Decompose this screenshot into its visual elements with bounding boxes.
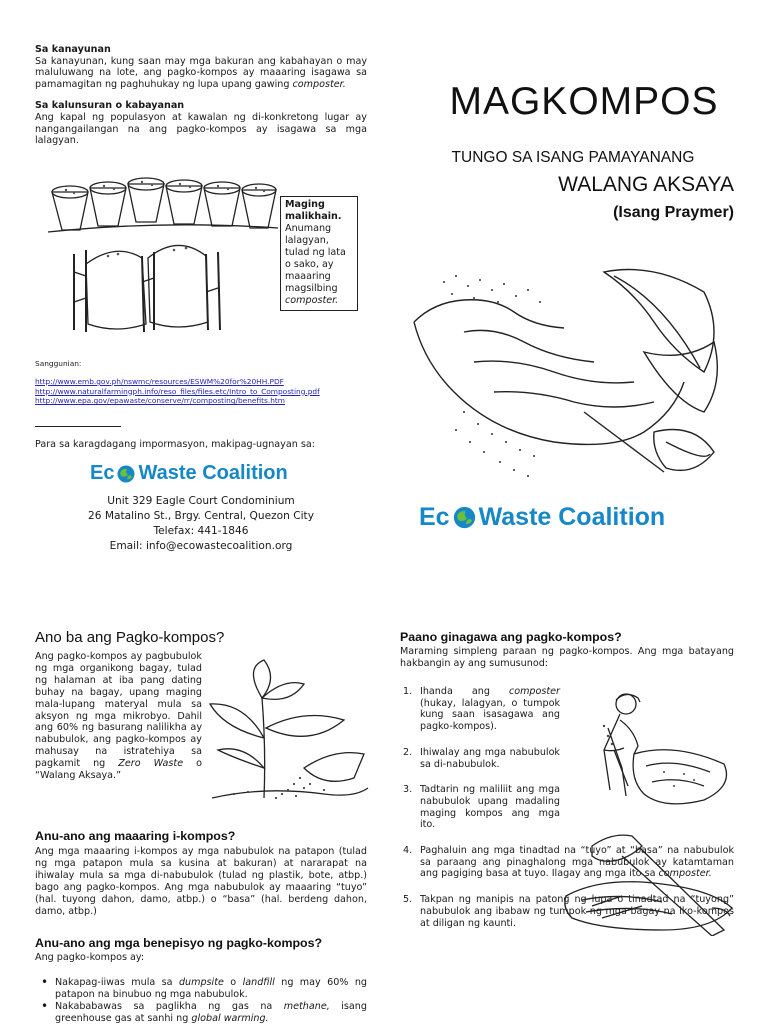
cover-title: MAGKOMPOS [449,80,719,123]
reference-link-1[interactable]: http://www.emb.gov.ph/nswmc/resources/ESWM%20for%20HH.PDF [35,377,284,386]
reference-link-2[interactable]: http://www.naturalfarmingph.info/reso_files/files.etc/Intro_to_Composting.pdf [35,386,320,396]
step-2: 2. Ihiwalay ang mga nabubulok sa di-nabubulok. [403,746,560,770]
list-item: • Nakapag-iiwas mula sa dumpsite o landfill ng may 60% ng patapon na binubuo ng mga nabubulok. [35,977,367,1001]
telefax: Telefax: 441-1846 [153,525,249,537]
logo-text-waste-coalition: Waste Coalition [138,462,288,484]
heading-benepisyo: Anu-ano ang mga benepisyo ng pagko-kompos? [35,936,323,950]
containers-illustration [46,172,278,340]
hand-compost-illustration [404,262,734,492]
list-item: • Nakababawas sa paglikha ng gas na methane, isang greenhouse gas at sanhi ng global warming. [35,1001,367,1024]
heading-paano-ginagawa: Paano ginagawa ang pagko-kompos? [400,630,622,644]
ecowaste-logo-left [90,462,288,485]
step-4: 4. Paghaluin ang mga tinadtad na “tuyo” at “basa” na nabubulok sa paraang ang pinaghalong mga nabubulok ay katamtaman ang pagiging basa at tuyo. Ilagay ang mga ito sa composter. [403,845,734,880]
step-3: 3. Tadtarin ng maliliit ang mga nabubulok upang madaling maging kompos ang mga ito. [403,784,560,831]
logo-text-ec: Ec [90,462,115,484]
benepisyo-intro: Ang pagko-kompos ay: [35,952,145,963]
reference-link-3[interactable]: http://www.epa.gov/epawaste/conserve/rr/composting/benefits.htm [35,396,285,406]
sanggunian [35,359,367,406]
text-sa-kanayunan: Sa kanayunan, kung saan may mga bakuran ang kabahayan o may maluluwang na lote, ang pagko-kompos ay maaaring isagawa sa pamamagitan ng paghuhukay ng lupa upang gawing composter. [35,55,367,90]
email: Email: info@ecowastecoalition.org [109,540,293,552]
heading-ano-ba-ang-pagko-kompos: Ano ba ang Pagko-kompos? [35,629,225,646]
paano-intro: Maraming simpleng paraan ng pagko-kompos. Ang mga batayang hakbangin ay ang sumusunod: [400,646,734,669]
address-block [35,494,367,554]
ecowaste-logo-right [419,503,665,532]
recycle-globe-icon [116,464,136,484]
logo-text-waste-coalition: Waste Coalition [478,503,666,531]
digging-illustration [574,690,736,812]
cover-subtitle-2: WALANG AKSAYA [558,173,734,196]
callout-maging-malikhain [280,196,358,311]
step-1: 1. Ihanda ang composter (hukay, lalagyan, o tumpok kung saan isasagawa ang pagko-kompos). [403,686,560,733]
sanggunian-label: Sanggunian: [35,359,82,368]
left-top-panel [35,44,367,147]
logo-text-ec: Ec [419,503,450,531]
address-line-2: 26 Matalino St., Brgy. Central, Quezon City [88,510,314,522]
text-anu-ano-ang-maaaring-i-kompos: Ang mga maaaring i-kompos ay mga nabubulok na patapon (tulad ng mga patapon mula sa kusina at bakuran) at nararapat na ihiwalay mula sa mga di-nabubulok (tulad ng plastik, bote, atbp.) bago ang pagko-kompos. Ang mga nabubulok ay maaaring “tuyo” (hal. tuyong dahon, damo, atbp.) o “basa” (hal. berdeng dahon, damo, atbp.) [35,846,367,917]
address-line-1: Unit 329 Eagle Court Condominium [107,495,295,507]
cover-subtitle-3: (Isang Praymer) [613,204,734,221]
text-sa-kalunsuran: Ang kapal ng populasyon at kawalan ng di-konkretong lugar ay nangangailangan na ang pagko-kompos ay isagawa sa mga lalagyan. [35,111,367,147]
benepisyo-list [35,977,367,1024]
callout-body: Anumang lalagyan, tulad ng lata o sako, ay maaaring magsilbing composter. [285,223,346,306]
callout-bold: Maging malikhain. [285,199,342,222]
heading-sa-kalunsuran: Sa kalunsuran o kabayanan [35,100,185,112]
step-5: 5. Takpan ng manipis na patong ng lupa o tinadtad na “tuyong” nabubulok ang ibabaw ng tumpok ng mga bagay na iko-kompos at diligan ng kaunti. [403,894,734,929]
cover-subtitle-1: TUNGO SA ISANG PAMAYANANG [451,149,695,166]
seedling-illustration [204,658,370,806]
contact-intro: Para sa karagdagang impormasyon, makipag-ugnayan sa: [35,439,315,450]
chopping-illustration [562,826,736,936]
text-ano-ba-ang-pagko-kompos: Ang pagko-kompos ay pagbubulok ng mga organikong bagay, tulad ng halaman at iba pang dating buhay na bagay, upang maging mala-lupang materyal mula sa aksyon ng mga mikrobyo. Dahil ang 60% ng basurang nalilikha ay nabubulok, ang pagko-kompos ay mahusay na istratehiya sa pagkamit ng Zero Waste o “Walang Aksaya.” [35,651,202,782]
heading-sa-kanayunan: Sa kanayunan [35,44,111,55]
divider-line [35,426,121,427]
recycle-globe-icon [452,505,477,530]
heading-anu-ano-ang-maaaring-i-kompos: Anu-ano ang maaaring i-kompos? [35,829,236,843]
